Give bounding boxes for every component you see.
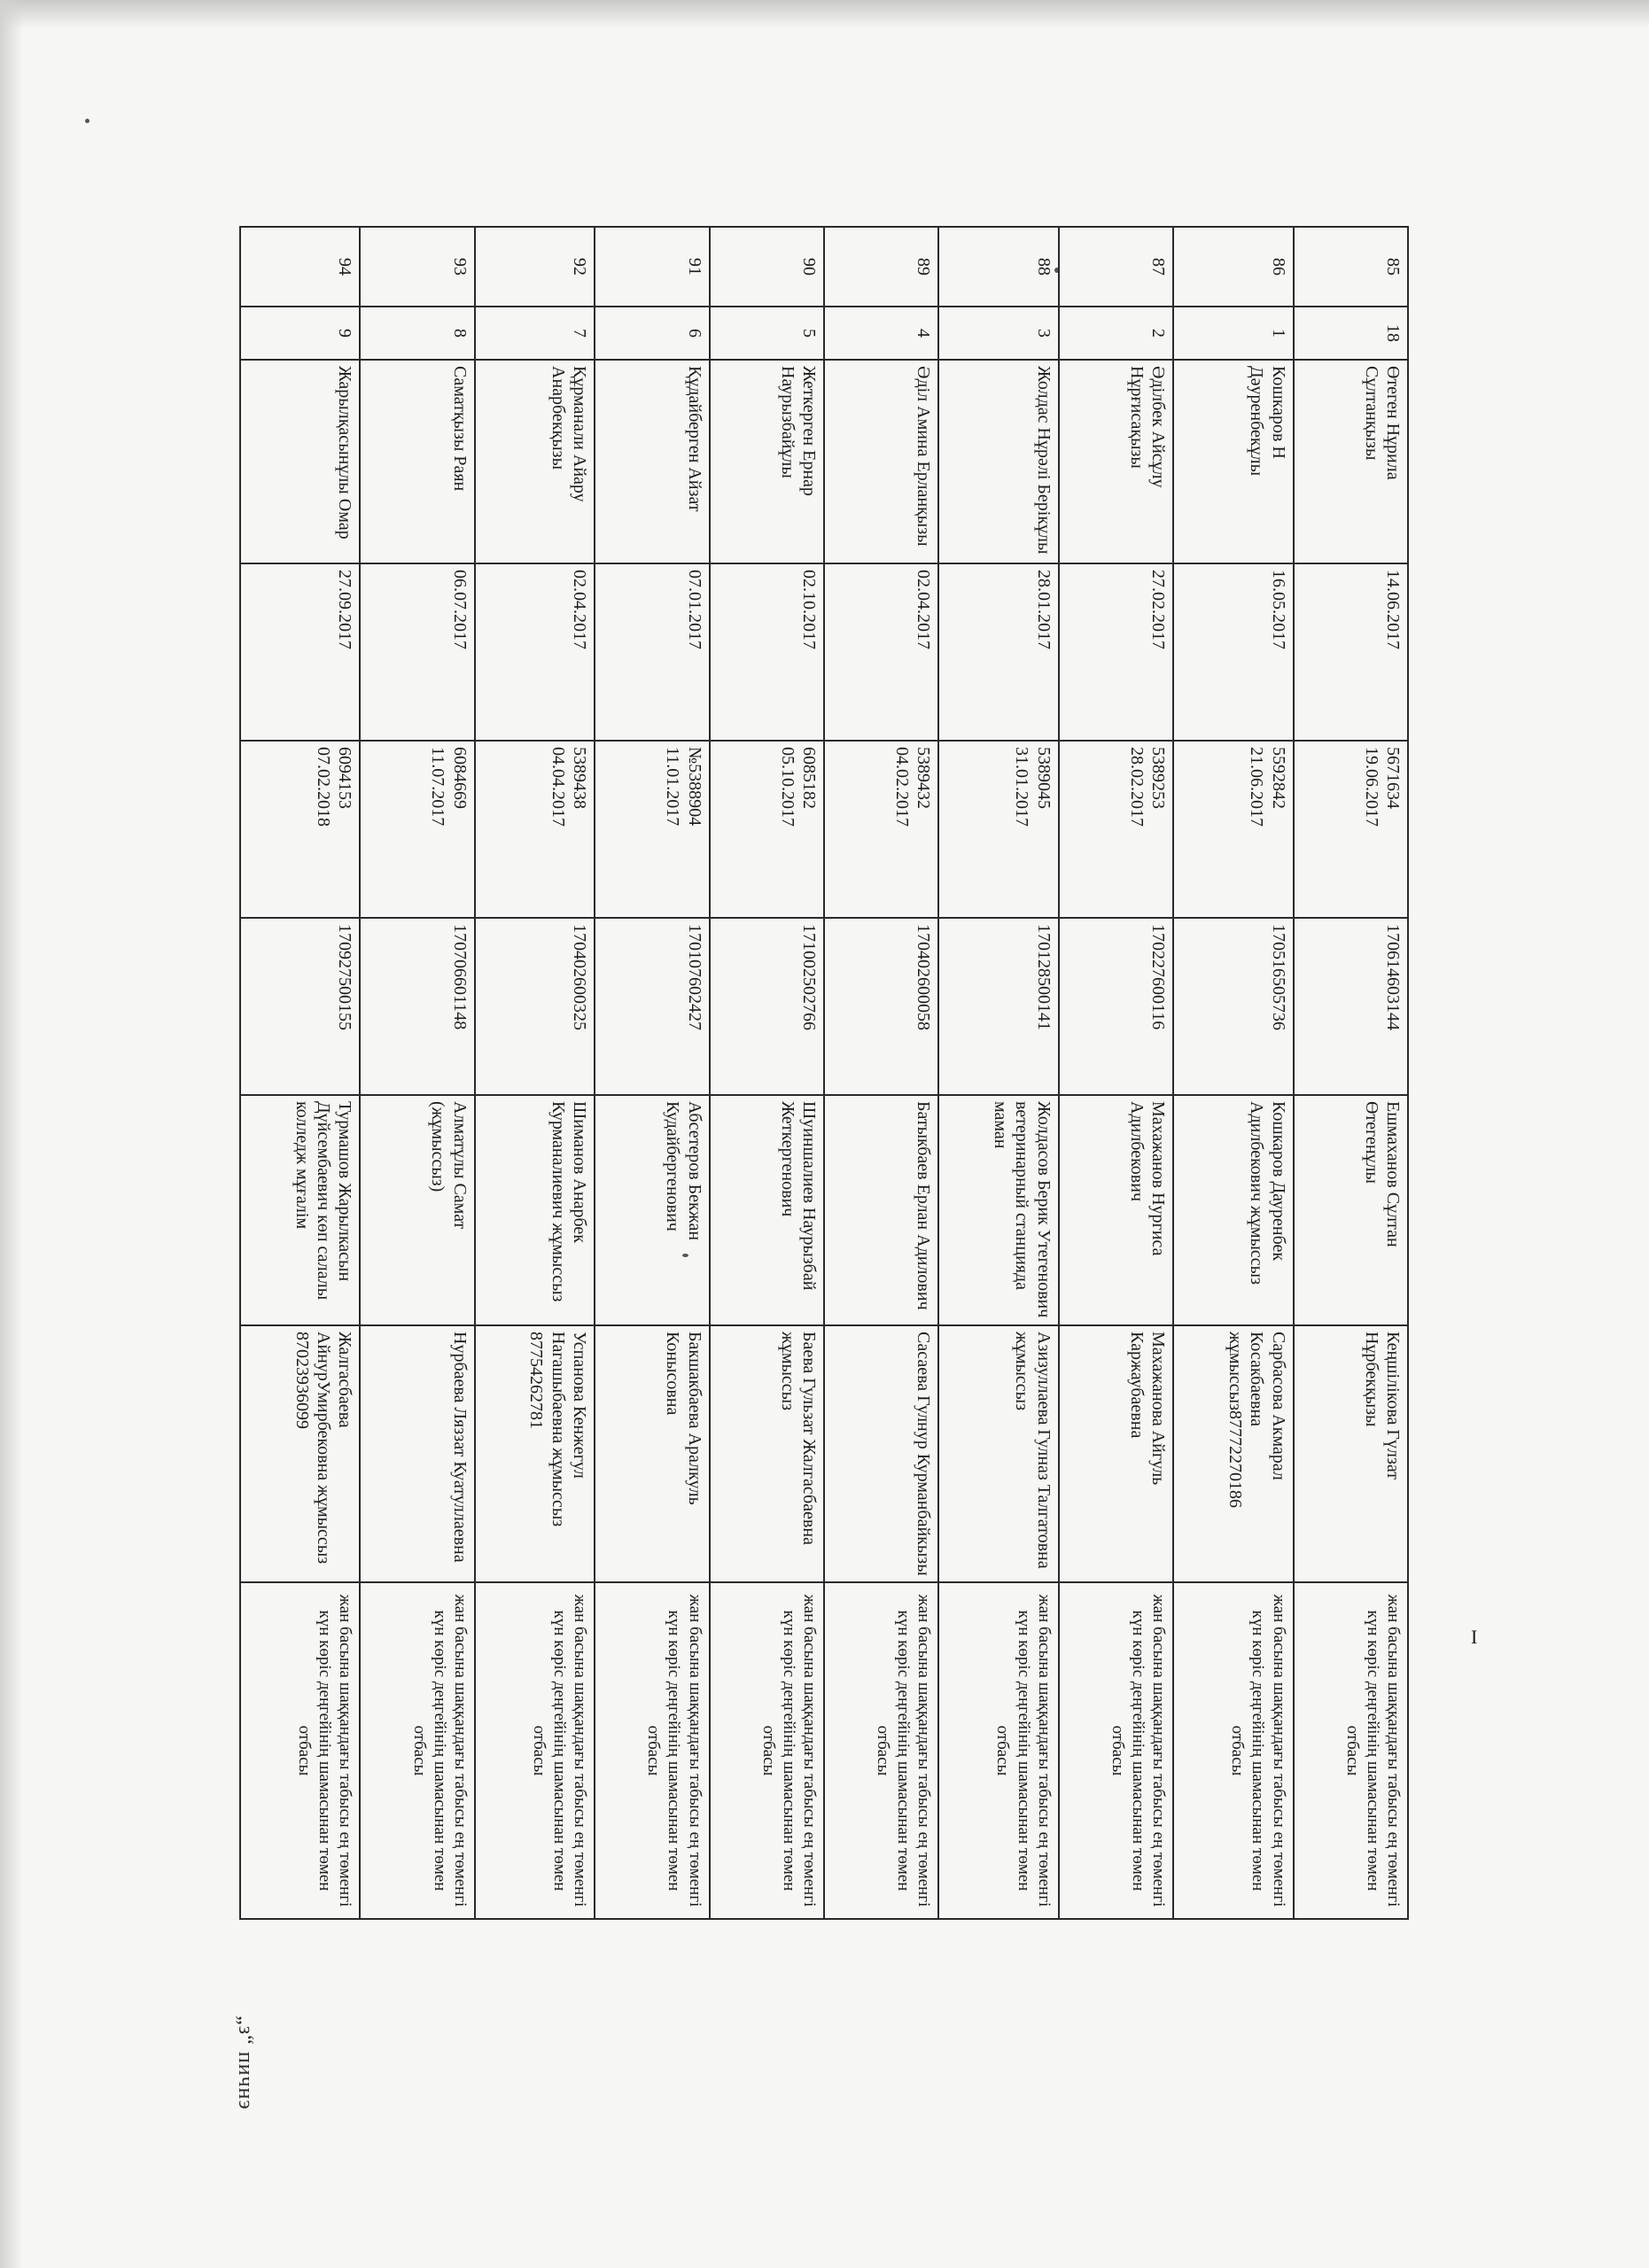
mother-cell: Бакшакбаева Аралкуль Конысовна [595,1325,709,1582]
scan-top-edge [0,0,1649,28]
page-stamp: „з“ пичнэ [234,2016,257,2110]
child-name-cell: Жолдас Нұрәлі Берікұлы [938,360,1058,563]
rotated-table-container [239,226,1409,1918]
row-number-cell: 88 [938,227,1058,307]
child-name-cell: Әділ Амина Ерланқызы [824,360,938,563]
father-cell: Ешмаханов Сұлтан Өтегенұлы [1294,1095,1408,1325]
reason-cell: жан басына шаққандағы табысы ең төменгі күн көріс деңгейінің шамасынан төмен отбасы [824,1582,938,1919]
reason-cell: жан басына шаққандағы табысы ең төменгі күн көріс деңгейінің шамасынан төмен отбасы [1059,1582,1173,1919]
mother-cell: Сасаева Гулнур Курманбайкызы [824,1325,938,1582]
reason-cell: жан басына шаққандағы табысы ең төменгі күн көріс деңгейінің шамасынан төмен отбасы [1294,1582,1408,1919]
row-number-cell: 87 [1059,227,1173,307]
iin-cell: 170516505736 [1173,918,1293,1095]
father-cell: Кошкаров Дауренбек Адилбекович жұмыссыз [1173,1095,1293,1325]
reason-cell: жан басына шаққандағы табысы ең төменгі күн көріс деңгейінің шамасынан төмен отбасы [710,1582,824,1919]
reason-cell: жан басына шаққандағы табысы ең төменгі күн көріс деңгейінің шамасынан төмен отбасы [595,1582,709,1919]
sub-number-cell: 5 [710,307,824,360]
certificate-cell: 6085182 05.10.2017 [710,741,824,918]
sub-number-cell: 2 [1059,307,1173,360]
reason-cell: жан басына шаққандағы табысы ең төменгі күн көріс деңгейінің шамасынан төмен отбасы [475,1582,595,1919]
father-cell: Абсетеров Бекжан Кудайбергенович [595,1095,709,1325]
table-row [1294,227,1408,1919]
sub-number-cell: 9 [240,307,360,360]
table-row [710,227,824,1919]
table-row [360,227,474,1919]
sub-number-cell: 7 [475,307,595,360]
scan-speck [85,119,89,123]
certificate-cell: 5389438 04.04.2017 [475,741,595,918]
father-cell: Шиманов Анарбек Курманалиевич жұмыссыз [475,1095,595,1325]
father-cell: Турмашов Жарылкасын Дүйсембаевич көп салалы колледж мұғалім [240,1095,360,1325]
father-cell: Алматұлы Самат (жұмыссыз) [360,1095,474,1325]
sub-number-cell: 1 [1173,307,1293,360]
iin-cell: 170128500141 [938,918,1058,1095]
child-name-cell: Кошкаров Н Дәуренбекұлы [1173,360,1293,563]
table-row [240,227,360,1919]
sub-number-cell: 18 [1294,307,1408,360]
iin-cell: 170227600116 [1059,918,1173,1095]
page-mark: I [1471,1626,1478,1648]
certificate-cell: 5389432 04.02.2017 [824,741,938,918]
mother-cell: Азизуллаева Гулназ Талгатовна жұмыссыз [938,1325,1058,1582]
table-row [824,227,938,1919]
table-row [475,227,595,1919]
reason-cell: жан басына шаққандағы табысы ең төменгі күн көріс деңгейінің шамасынан төмен отбасы [240,1582,360,1919]
certificate-cell: 5389045 31.01.2017 [938,741,1058,918]
row-number-cell: 91 [595,227,709,307]
birth-date-cell: 06.07.2017 [360,563,474,741]
row-number-cell: 92 [475,227,595,307]
table-row [1059,227,1173,1919]
child-name-cell: Құдайберген Айзат [595,360,709,563]
iin-cell: 171002502766 [710,918,824,1095]
certificate-cell: 5389253 28.02.2017 [1059,741,1173,918]
iin-cell: 170402600325 [475,918,595,1095]
iin-cell: 170706601148 [360,918,474,1095]
row-number-cell: 94 [240,227,360,307]
reason-cell: жан басына шаққандағы табысы ең төменгі күн көріс деңгейінің шамасынан төмен отбасы [1173,1582,1293,1919]
row-number-cell: 89 [824,227,938,307]
father-cell: Шуиншалиев Наурызбай Жеткергенович [710,1095,824,1325]
reason-cell: жан басына шаққандағы табысы ең төменгі күн көріс деңгейінің шамасынан төмен отбасы [360,1582,474,1919]
birth-date-cell: 02.10.2017 [710,563,824,741]
sub-number-cell: 3 [938,307,1058,360]
sub-number-cell: 6 [595,307,709,360]
child-name-cell: Құрманали Айару Анарбекқызы [475,360,595,563]
child-name-cell: Жеткерген Ернар Наурызбайұлы [710,360,824,563]
child-name-cell: Жарылқасынұлы Омар [240,360,360,563]
table-row [595,227,709,1919]
mother-cell: Успанова Кенжегул Нагашыбаевна жұмыссыз 87754262781 [475,1325,595,1582]
iin-cell: 170927500155 [240,918,360,1095]
row-number-cell: 93 [360,227,474,307]
mother-cell: Сарбасова Акмарал Косакбаевна жұмыссыз87772270186 [1173,1325,1293,1582]
sub-number-cell: 4 [824,307,938,360]
child-name-cell: Саматқызы Раян [360,360,474,563]
table-row [1173,227,1293,1919]
row-number-cell: 85 [1294,227,1408,307]
birth-date-cell: 14.06.2017 [1294,563,1408,741]
mother-cell: Махажанова Айгуль Каржаубаевна [1059,1325,1173,1582]
birth-date-cell: 02.04.2017 [824,563,938,741]
iin-cell: 170402600058 [824,918,938,1095]
birth-date-cell: 07.01.2017 [595,563,709,741]
mother-cell: Кеңшілікова Гүлзат Нұрбекқызы [1294,1325,1408,1582]
father-cell: Жолдасов Берик Утегенович ветеринарный станцияда маман [938,1095,1058,1325]
row-number-cell: 90 [710,227,824,307]
birth-date-cell: 28.01.2017 [938,563,1058,741]
child-name-cell: Өтеген Нұрила Сұлтанқызы [1294,360,1408,563]
certificate-cell: 5592842 21.06.2017 [1173,741,1293,918]
certificate-cell: №5388904 11.01.2017 [595,741,709,918]
certificate-cell: 5671634 19.06.2017 [1294,741,1408,918]
birth-date-cell: 02.04.2017 [475,563,595,741]
birth-date-cell: 16.05.2017 [1173,563,1293,741]
table-body [240,227,1408,1919]
mother-cell: Нурбаева Ляззат Куатуллаевна [360,1325,474,1582]
reason-cell: жан басына шаққандағы табысы ең төменгі күн көріс деңгейінің шамасынан төмен отбасы [938,1582,1058,1919]
father-cell: Батыкбаев Ерлан Адилович [824,1095,938,1325]
certificate-cell: 6084669 11.07.2017 [360,741,474,918]
birth-date-cell: 27.02.2017 [1059,563,1173,741]
birth-date-cell: 27.09.2017 [240,563,360,741]
table-row [938,227,1058,1919]
iin-cell: 170614603144 [1294,918,1408,1095]
scan-left-edge [0,0,23,2268]
certificate-cell: 6094153 07.02.2018 [240,741,360,918]
beneficiary-table [239,226,1409,1920]
mother-cell: Жалгасбаева АйнурУмирбековна жұмыссыз 87023936099 [240,1325,360,1582]
child-name-cell: Әділбек Айсұлу Нұрғисақызы [1059,360,1173,563]
sub-number-cell: 8 [360,307,474,360]
mother-cell: Баева Гульзат Жалгасбаевна жұмыссыз [710,1325,824,1582]
father-cell: Махажанов Нургиса Адилбекович [1059,1095,1173,1325]
iin-cell: 170107602427 [595,918,709,1095]
row-number-cell: 86 [1173,227,1293,307]
